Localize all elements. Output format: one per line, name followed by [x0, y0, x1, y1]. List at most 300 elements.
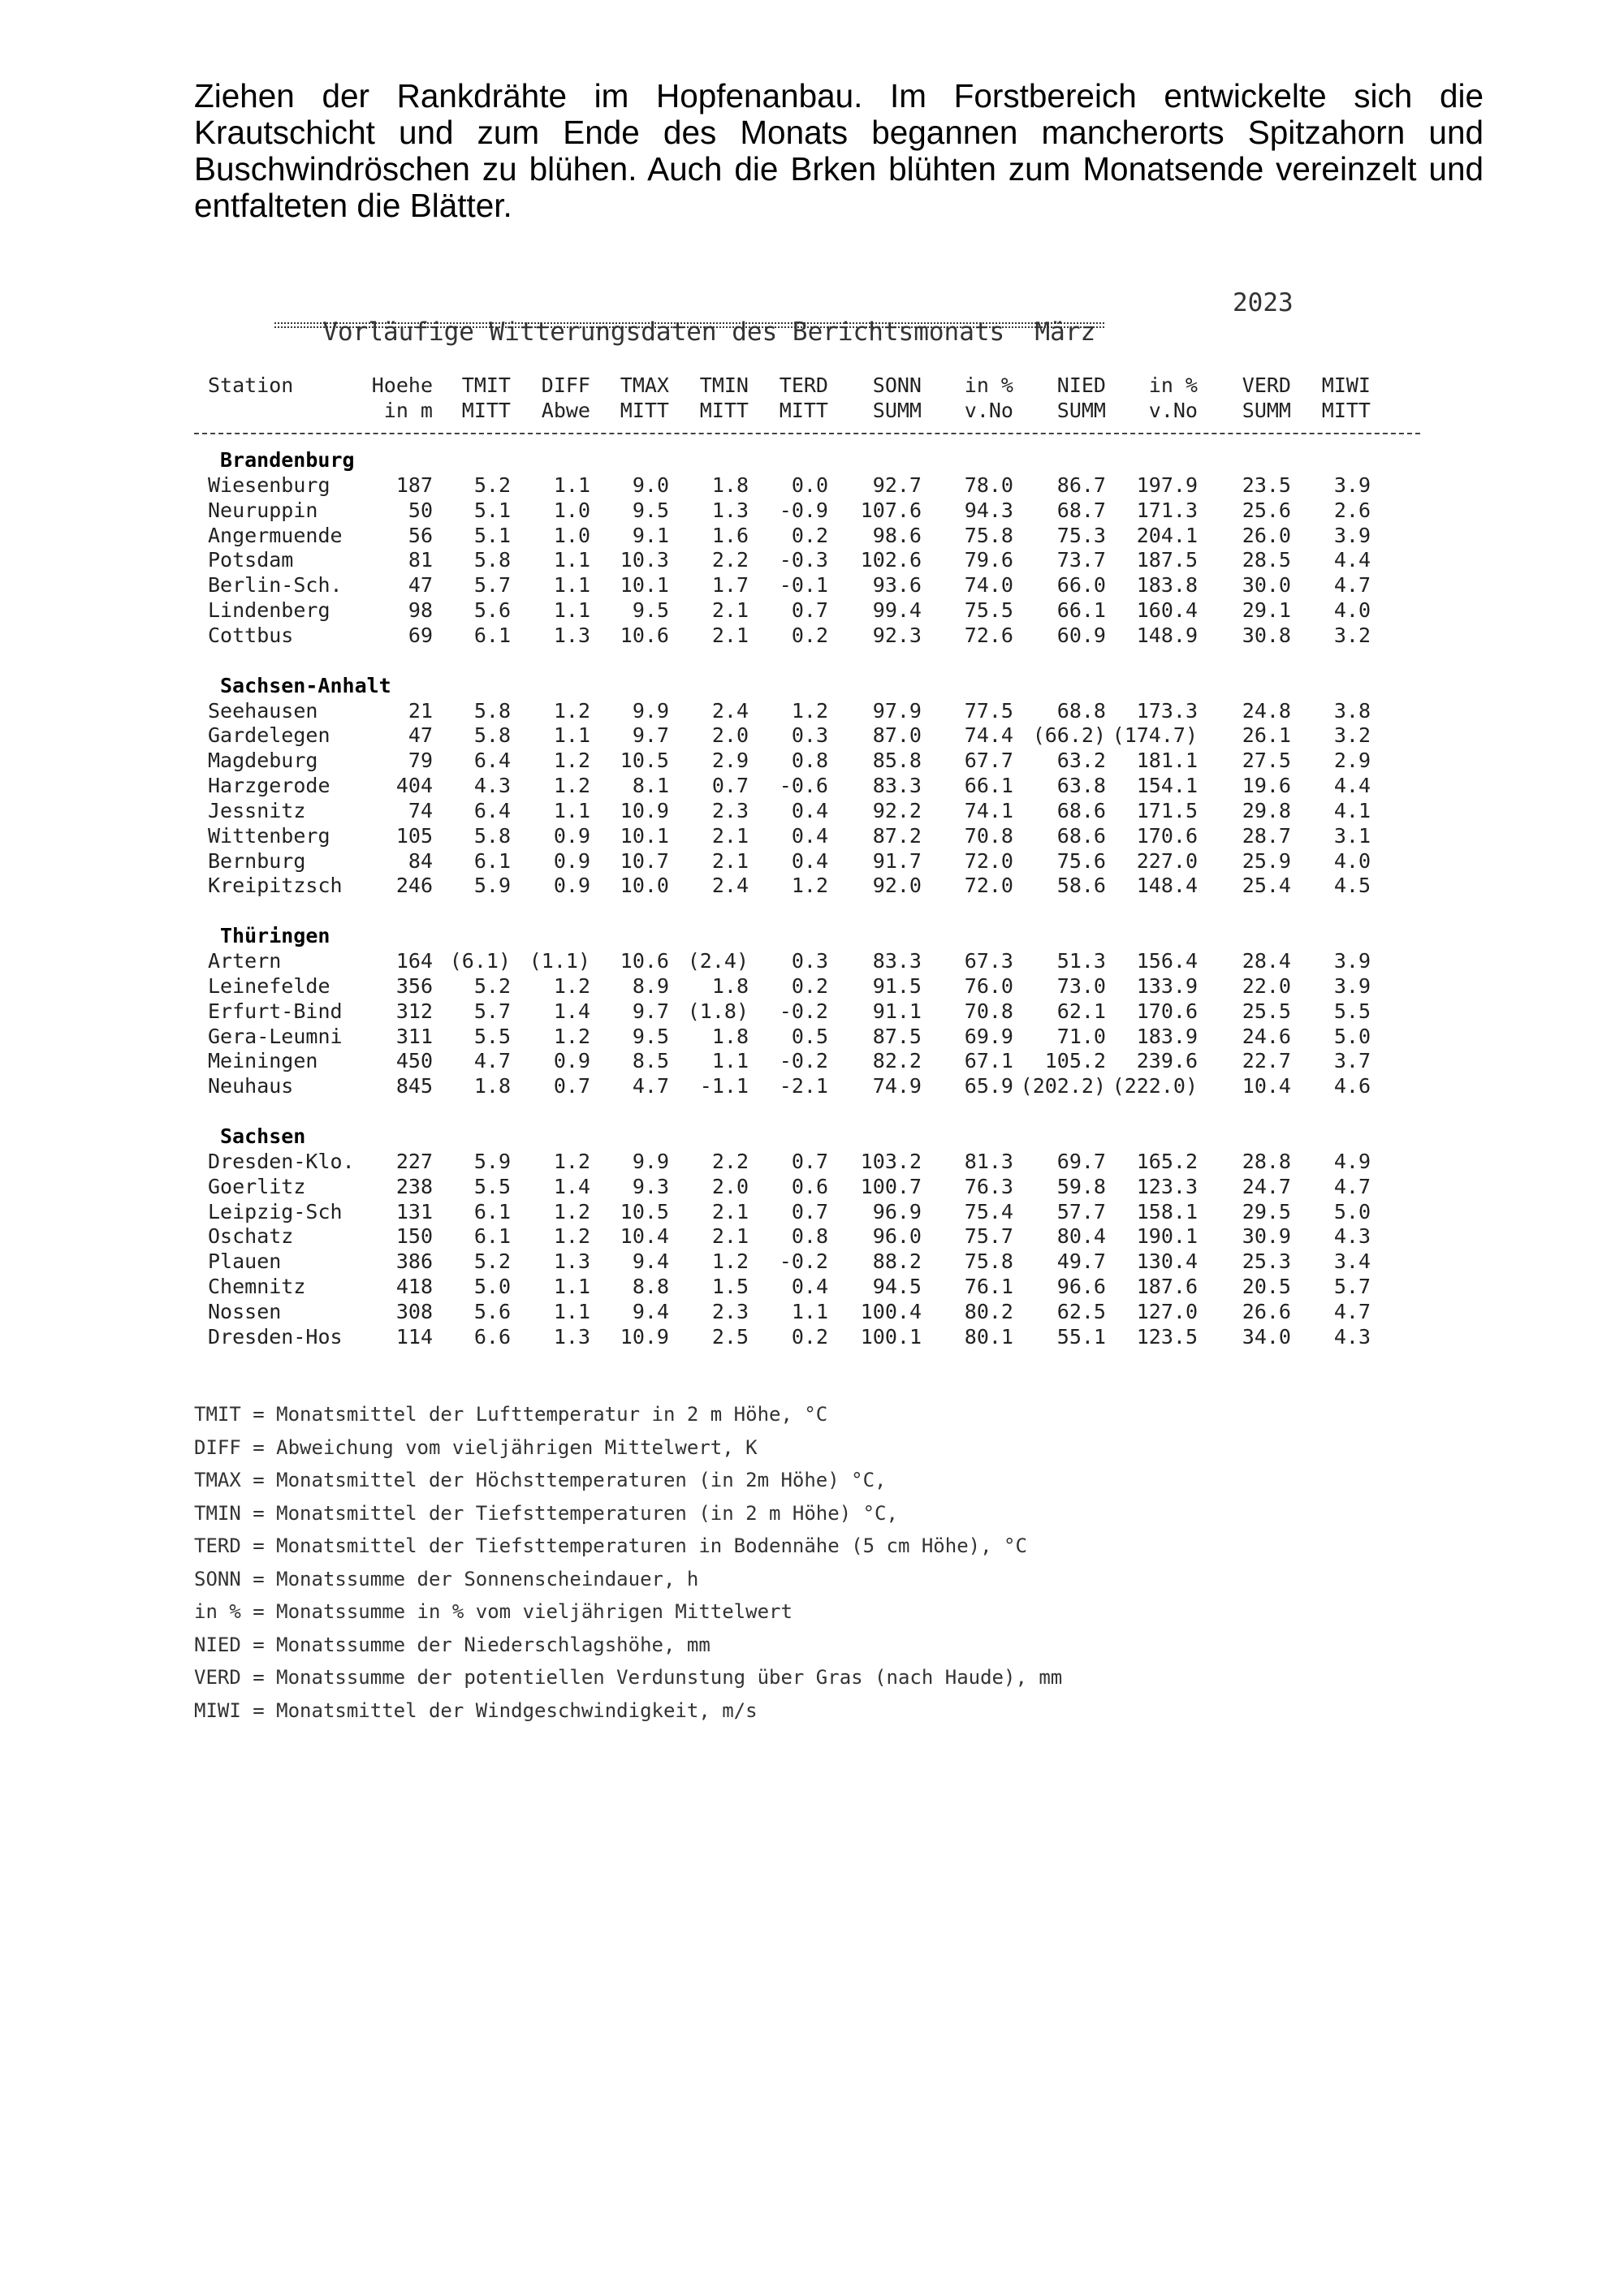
data-cell: 187 [395, 473, 433, 497]
data-cell: 1.8 [711, 973, 749, 998]
data-cell: 73.7 [1056, 548, 1106, 572]
data-cell: 133.9 [1136, 973, 1198, 998]
station-name: Erfurt-Bind [208, 999, 343, 1023]
data-cell: 6.6 [473, 1324, 511, 1349]
data-cell: 1.3 [553, 1324, 590, 1349]
data-cell: 92.7 [872, 473, 922, 497]
data-cell: 58.6 [1056, 874, 1106, 898]
data-cell: 181.1 [1136, 749, 1198, 773]
header-cell: MIWI [1321, 373, 1371, 397]
data-cell: 87.5 [872, 1024, 922, 1048]
station-name: Artern [208, 949, 282, 973]
station-name: Dresden-Hos [208, 1324, 343, 1349]
data-cell: 10.1 [620, 823, 669, 848]
data-cell: -0.2 [779, 999, 828, 1023]
data-cell: 26.0 [1242, 523, 1291, 547]
data-cell: 74.1 [964, 798, 1013, 822]
data-cell: 148.4 [1136, 874, 1198, 898]
group-heading: Sachsen [220, 1124, 306, 1148]
data-cell: 1.2 [791, 698, 828, 723]
data-cell: 10.3 [620, 548, 669, 572]
data-cell: 77.5 [964, 698, 1013, 723]
data-cell: 94.5 [872, 1275, 922, 1299]
data-cell: 6.1 [473, 1224, 511, 1249]
data-cell: 1.1 [553, 723, 590, 748]
station-name: Cottbus [208, 623, 294, 647]
data-cell: 0.7 [553, 1074, 590, 1098]
data-cell: 92.3 [872, 623, 922, 647]
data-cell: 103.2 [860, 1149, 922, 1173]
data-cell: 127.0 [1136, 1299, 1198, 1323]
data-cell: -0.6 [779, 774, 828, 798]
data-cell: 74.9 [872, 1074, 922, 1098]
data-cell: 70.8 [964, 999, 1013, 1023]
data-cell: 386 [395, 1249, 433, 1274]
table-title-text: Vorläufige Witterungsdaten des Berichtsmonats März [322, 317, 1096, 347]
data-cell: 5.2 [473, 973, 511, 998]
data-cell: 227.0 [1136, 848, 1198, 873]
data-cell: 0.4 [791, 848, 828, 873]
data-cell: 80.1 [964, 1324, 1013, 1349]
data-cell: 72.0 [964, 874, 1013, 898]
group-heading: Brandenburg [220, 448, 355, 472]
data-cell: 6.1 [473, 623, 511, 647]
data-cell: 312 [395, 999, 433, 1023]
data-cell: 75.5 [964, 598, 1013, 623]
data-cell: 0.7 [791, 598, 828, 623]
data-cell: 1.2 [553, 1199, 590, 1224]
data-cell: 3.4 [1333, 1249, 1371, 1274]
data-cell: 131 [395, 1199, 433, 1224]
data-cell: 4.4 [1333, 774, 1371, 798]
data-cell: 3.9 [1333, 523, 1371, 547]
data-cell: 25.3 [1242, 1249, 1291, 1274]
legend-line: SONN = Monatssumme der Sonnenscheindauer, h [194, 1567, 699, 1590]
data-cell: 150 [395, 1224, 433, 1249]
data-cell: 72.6 [964, 623, 1013, 647]
header-cell: SUMM [1056, 399, 1106, 422]
data-cell: 183.8 [1136, 573, 1198, 598]
data-cell: 96.0 [872, 1224, 922, 1249]
header-cell: TMIT [461, 373, 511, 397]
data-cell: 3.2 [1333, 623, 1371, 647]
data-cell: 20.5 [1242, 1275, 1291, 1299]
data-cell: 4.7 [473, 1049, 511, 1073]
data-cell: 170.6 [1136, 999, 1198, 1023]
data-cell: 2.9 [1333, 749, 1371, 773]
data-cell: 23.5 [1242, 473, 1291, 497]
data-cell: 87.0 [872, 723, 922, 748]
header-cell: SONN [872, 373, 922, 397]
data-cell: 29.8 [1242, 798, 1291, 822]
data-cell: 239.6 [1136, 1049, 1198, 1073]
data-cell: 73.0 [1056, 973, 1106, 998]
header-cell: TERD [779, 373, 828, 397]
data-cell: 4.3 [473, 774, 511, 798]
data-cell: 98.6 [872, 523, 922, 547]
data-cell: 9.9 [632, 1149, 669, 1173]
data-cell: 50 [408, 498, 433, 522]
data-cell: 2.5 [711, 1324, 749, 1349]
data-cell: 100.4 [860, 1299, 922, 1323]
data-cell: 10.9 [620, 798, 669, 822]
data-cell: 2.9 [711, 749, 749, 773]
data-cell: 10.1 [620, 573, 669, 598]
data-cell: 8.5 [632, 1049, 669, 1073]
station-name: Harzgerode [208, 774, 330, 798]
legend-line: DIFF = Abweichung vom vieljährigen Mittelwert, K [194, 1435, 758, 1459]
data-cell: 5.7 [473, 999, 511, 1023]
data-cell: 25.9 [1242, 848, 1291, 873]
data-cell: 9.4 [632, 1249, 669, 1274]
data-cell: 4.7 [1333, 1174, 1371, 1198]
data-cell: 92.0 [872, 874, 922, 898]
data-cell: 6.4 [473, 798, 511, 822]
data-cell: 9.1 [632, 523, 669, 547]
data-cell: 75.4 [964, 1199, 1013, 1224]
data-cell: 10.0 [620, 874, 669, 898]
data-cell: (66.2) [1032, 723, 1106, 748]
legend-line: TMIT = Monatsmittel der Lufttemperatur in 2 m Höhe, °C [194, 1403, 828, 1426]
header-separator [194, 433, 1420, 434]
legend-line: TERD = Monatsmittel der Tiefsttemperaturen in Bodennähe (5 cm Höhe), °C [194, 1534, 1027, 1557]
header-cell: SUMM [1242, 399, 1291, 422]
data-cell: 79 [408, 749, 433, 773]
data-cell: 123.5 [1136, 1324, 1198, 1349]
header-cell: Hoehe [371, 373, 433, 397]
header-cell: v.No [1148, 399, 1198, 422]
data-cell: 418 [395, 1275, 433, 1299]
data-cell: 25.6 [1242, 498, 1291, 522]
data-cell: -0.2 [779, 1049, 828, 1073]
data-cell: 2.0 [711, 1174, 749, 1198]
data-cell: 3.7 [1333, 1049, 1371, 1073]
data-cell: 86.7 [1056, 473, 1106, 497]
data-cell: 76.1 [964, 1275, 1013, 1299]
data-cell: 1.2 [553, 698, 590, 723]
header-cell: Station [208, 373, 294, 397]
header-cell: NIED [1056, 373, 1106, 397]
data-cell: 204.1 [1136, 523, 1198, 547]
data-cell: 404 [395, 774, 433, 798]
data-cell: 85.8 [872, 749, 922, 773]
data-cell: 164 [395, 949, 433, 973]
data-cell: 107.6 [860, 498, 922, 522]
data-cell: 356 [395, 973, 433, 998]
data-cell: 2.1 [711, 623, 749, 647]
header-cell: SUMM [872, 399, 922, 422]
station-name: Potsdam [208, 548, 294, 572]
group-heading: Sachsen-Anhalt [220, 673, 391, 697]
data-cell: 311 [395, 1024, 433, 1048]
data-cell: 26.1 [1242, 723, 1291, 748]
data-cell: 1.2 [553, 1224, 590, 1249]
data-cell: 8.1 [632, 774, 669, 798]
station-name: Bernburg [208, 848, 306, 873]
data-cell: -2.1 [779, 1074, 828, 1098]
data-cell: 27.5 [1242, 749, 1291, 773]
data-cell: 1.1 [553, 598, 590, 623]
data-cell: 308 [395, 1299, 433, 1323]
data-cell: 65.9 [964, 1074, 1013, 1098]
data-cell: 3.9 [1333, 973, 1371, 998]
data-cell: 30.9 [1242, 1224, 1291, 1249]
data-cell: 0.8 [791, 1224, 828, 1249]
header-cell: TMAX [620, 373, 669, 397]
data-cell: 9.9 [632, 698, 669, 723]
data-cell: 187.6 [1136, 1275, 1198, 1299]
data-cell: -0.9 [779, 498, 828, 522]
data-cell: 98 [408, 598, 433, 623]
data-cell: 10.7 [620, 848, 669, 873]
data-cell: 5.5 [473, 1024, 511, 1048]
data-cell: 158.1 [1136, 1199, 1198, 1224]
data-cell: 1.2 [711, 1249, 749, 1274]
data-cell: 6.4 [473, 749, 511, 773]
data-cell: 71.0 [1056, 1024, 1106, 1048]
data-cell: 2.1 [711, 1224, 749, 1249]
station-name: Kreipitzsch [208, 874, 343, 898]
data-cell: 130.4 [1136, 1249, 1198, 1274]
header-cell: v.No [964, 399, 1013, 422]
data-cell: 47 [408, 573, 433, 598]
data-cell: 0.4 [791, 1275, 828, 1299]
data-cell: 9.5 [632, 598, 669, 623]
data-cell: 0.2 [791, 1324, 828, 1349]
data-cell: 22.7 [1242, 1049, 1291, 1073]
data-cell: 5.0 [1333, 1199, 1371, 1224]
data-cell: 78.0 [964, 473, 1013, 497]
data-cell: 4.9 [1333, 1149, 1371, 1173]
data-cell: 0.4 [791, 823, 828, 848]
data-cell: 123.3 [1136, 1174, 1198, 1198]
data-cell: 1.1 [553, 473, 590, 497]
group-heading: Thüringen [220, 924, 330, 948]
data-cell: 68.7 [1056, 498, 1106, 522]
data-cell: (1.8) [687, 999, 749, 1023]
data-cell: 845 [395, 1074, 433, 1098]
data-cell: 156.4 [1136, 949, 1198, 973]
data-cell: 29.5 [1242, 1199, 1291, 1224]
data-cell: 60.9 [1056, 623, 1106, 647]
header-cell: MITT [779, 399, 828, 422]
data-cell: 56 [408, 523, 433, 547]
station-name: Oschatz [208, 1224, 294, 1249]
data-cell: 2.4 [711, 874, 749, 898]
data-cell: 97.9 [872, 698, 922, 723]
data-cell: (222.0) [1112, 1074, 1198, 1098]
header-cell: Abwe [541, 399, 590, 422]
data-cell: (1.1) [529, 949, 590, 973]
data-cell: 5.6 [473, 1299, 511, 1323]
data-cell: 69 [408, 623, 433, 647]
data-cell: 84 [408, 848, 433, 873]
station-name: Leipzig-Sch [208, 1199, 343, 1224]
data-cell: 24.8 [1242, 698, 1291, 723]
data-cell: 82.2 [872, 1049, 922, 1073]
data-cell: 74.4 [964, 723, 1013, 748]
data-cell: 79.6 [964, 548, 1013, 572]
data-cell: 51.3 [1056, 949, 1106, 973]
data-cell: 0.2 [791, 623, 828, 647]
data-cell: 5.1 [473, 498, 511, 522]
data-cell: 22.0 [1242, 973, 1291, 998]
data-cell: 100.1 [860, 1324, 922, 1349]
intro-paragraph: Ziehen der Rankdrähte im Hopfenanbau. Im Forstbereich entwickelte sich die Krautschicht und zum Ende des Monats begannen mancherorts Spitzahorn und Buschwindröschen zu blühen. Auch die Brken blühten zum Monatsende vereinzelt und entfalteten die Blätter. [194, 77, 1484, 224]
header-cell: DIFF [541, 373, 590, 397]
header-cell: in % [1148, 373, 1198, 397]
data-cell: 80.2 [964, 1299, 1013, 1323]
data-cell: 6.1 [473, 1199, 511, 1224]
station-name: Wittenberg [208, 823, 330, 848]
data-cell: 1.2 [553, 1024, 590, 1048]
legend-line: MIWI = Monatsmittel der Windgeschwindigkeit, m/s [194, 1698, 758, 1722]
data-cell: 4.5 [1333, 874, 1371, 898]
data-cell: 1.7 [711, 573, 749, 598]
data-cell: 94.3 [964, 498, 1013, 522]
data-cell: 57.7 [1056, 1199, 1106, 1224]
data-cell: 1.3 [711, 498, 749, 522]
data-cell: 171.5 [1136, 798, 1198, 822]
data-cell: 171.3 [1136, 498, 1198, 522]
data-cell: 1.4 [553, 1174, 590, 1198]
station-name: Seehausen [208, 698, 318, 723]
data-cell: 3.2 [1333, 723, 1371, 748]
data-cell: 165.2 [1136, 1149, 1198, 1173]
data-cell: 227 [395, 1149, 433, 1173]
data-cell: 21 [408, 698, 433, 723]
station-name: Wiesenburg [208, 473, 330, 497]
station-name: Magdeburg [208, 749, 318, 773]
data-cell: 74 [408, 798, 433, 822]
data-cell: (202.2) [1020, 1074, 1106, 1098]
data-cell: 83.3 [872, 949, 922, 973]
data-cell: 0.9 [553, 1049, 590, 1073]
data-cell: 10.6 [620, 623, 669, 647]
station-name: Gardelegen [208, 723, 330, 748]
station-name: Lindenberg [208, 598, 330, 623]
data-cell: 28.7 [1242, 823, 1291, 848]
data-cell: -0.3 [779, 548, 828, 572]
data-cell: 70.8 [964, 823, 1013, 848]
legend-line: VERD = Monatssumme der potentiellen Verdunstung über Gras (nach Haude), mm [194, 1666, 1063, 1689]
data-cell: 19.6 [1242, 774, 1291, 798]
data-cell: 1.8 [473, 1074, 511, 1098]
data-cell: 66.1 [1056, 598, 1106, 623]
data-cell: 9.5 [632, 1024, 669, 1048]
data-cell: 91.7 [872, 848, 922, 873]
data-cell: 1.6 [711, 523, 749, 547]
data-cell: 5.9 [473, 1149, 511, 1173]
data-cell: 148.9 [1136, 623, 1198, 647]
data-cell: 25.4 [1242, 874, 1291, 898]
data-cell: 0.5 [791, 1024, 828, 1048]
data-cell: 0.4 [791, 798, 828, 822]
data-cell: 0.3 [791, 723, 828, 748]
data-cell: 4.3 [1333, 1224, 1371, 1249]
data-cell: 0.8 [791, 749, 828, 773]
station-name: Chemnitz [208, 1275, 306, 1299]
data-cell: 0.9 [553, 848, 590, 873]
data-cell: 0.7 [711, 774, 749, 798]
data-cell: 80.4 [1056, 1224, 1106, 1249]
data-cell: 10.4 [1242, 1074, 1291, 1098]
data-cell: 4.6 [1333, 1074, 1371, 1098]
data-cell: 9.7 [632, 999, 669, 1023]
data-cell: 1.1 [553, 1275, 590, 1299]
data-cell: 9.5 [632, 498, 669, 522]
data-cell: 1.0 [553, 498, 590, 522]
data-cell: 67.7 [964, 749, 1013, 773]
data-cell: 4.7 [1333, 573, 1371, 598]
data-cell: (2.4) [687, 949, 749, 973]
legend-line: in % = Monatssumme in % vom vieljährigen Mittelwert [194, 1600, 793, 1623]
legend-line: TMAX = Monatsmittel der Höchsttemperaturen (in 2m Höhe) °C, [194, 1469, 887, 1491]
data-cell: 29.1 [1242, 598, 1291, 623]
header-cell: in % [964, 373, 1013, 397]
data-cell: 68.6 [1056, 798, 1106, 822]
data-cell: 1.3 [553, 1249, 590, 1274]
data-cell: 1.2 [553, 1149, 590, 1173]
data-cell: (174.7) [1112, 723, 1198, 748]
data-cell: 87.2 [872, 823, 922, 848]
data-cell: 160.4 [1136, 598, 1198, 623]
header-cell: MITT [1321, 399, 1371, 422]
data-cell: 1.2 [553, 749, 590, 773]
data-cell: 8.8 [632, 1275, 669, 1299]
data-cell: -0.1 [779, 573, 828, 598]
data-cell: 99.4 [872, 598, 922, 623]
data-cell: 5.8 [473, 723, 511, 748]
data-cell: 1.8 [711, 473, 749, 497]
station-name: Dresden-Klo. [208, 1149, 355, 1173]
data-cell: 1.1 [553, 573, 590, 598]
data-cell: 93.6 [872, 573, 922, 598]
data-cell: 5.8 [473, 823, 511, 848]
data-cell: 10.5 [620, 1199, 669, 1224]
data-cell: 2.0 [711, 723, 749, 748]
header-cell: in m [383, 399, 433, 422]
data-cell: 9.4 [632, 1299, 669, 1323]
data-cell: 96.6 [1056, 1275, 1106, 1299]
data-cell: 1.3 [553, 623, 590, 647]
data-cell: 74.0 [964, 573, 1013, 598]
data-cell: 3.1 [1333, 823, 1371, 848]
legend [194, 1398, 1062, 1727]
data-cell: 5.7 [473, 573, 511, 598]
station-name: Angermuende [208, 523, 343, 547]
data-cell: 197.9 [1136, 473, 1198, 497]
data-cell: 5.0 [1333, 1024, 1371, 1048]
data-cell: 1.1 [711, 1049, 749, 1073]
data-cell: 67.1 [964, 1049, 1013, 1073]
data-cell: 68.8 [1056, 698, 1106, 723]
data-cell: 238 [395, 1174, 433, 1198]
data-cell: 67.3 [964, 949, 1013, 973]
data-cell: 4.3 [1333, 1324, 1371, 1349]
data-cell: 91.5 [872, 973, 922, 998]
data-cell: (6.1) [449, 949, 511, 973]
data-cell: 72.0 [964, 848, 1013, 873]
data-cell: 105.2 [1044, 1049, 1106, 1073]
data-cell: 100.7 [860, 1174, 922, 1198]
data-cell: 75.8 [964, 523, 1013, 547]
station-name: Nossen [208, 1299, 282, 1323]
data-cell: 59.8 [1056, 1174, 1106, 1198]
data-cell: 1.2 [553, 973, 590, 998]
data-cell: 9.0 [632, 473, 669, 497]
data-cell: 2.2 [711, 548, 749, 572]
